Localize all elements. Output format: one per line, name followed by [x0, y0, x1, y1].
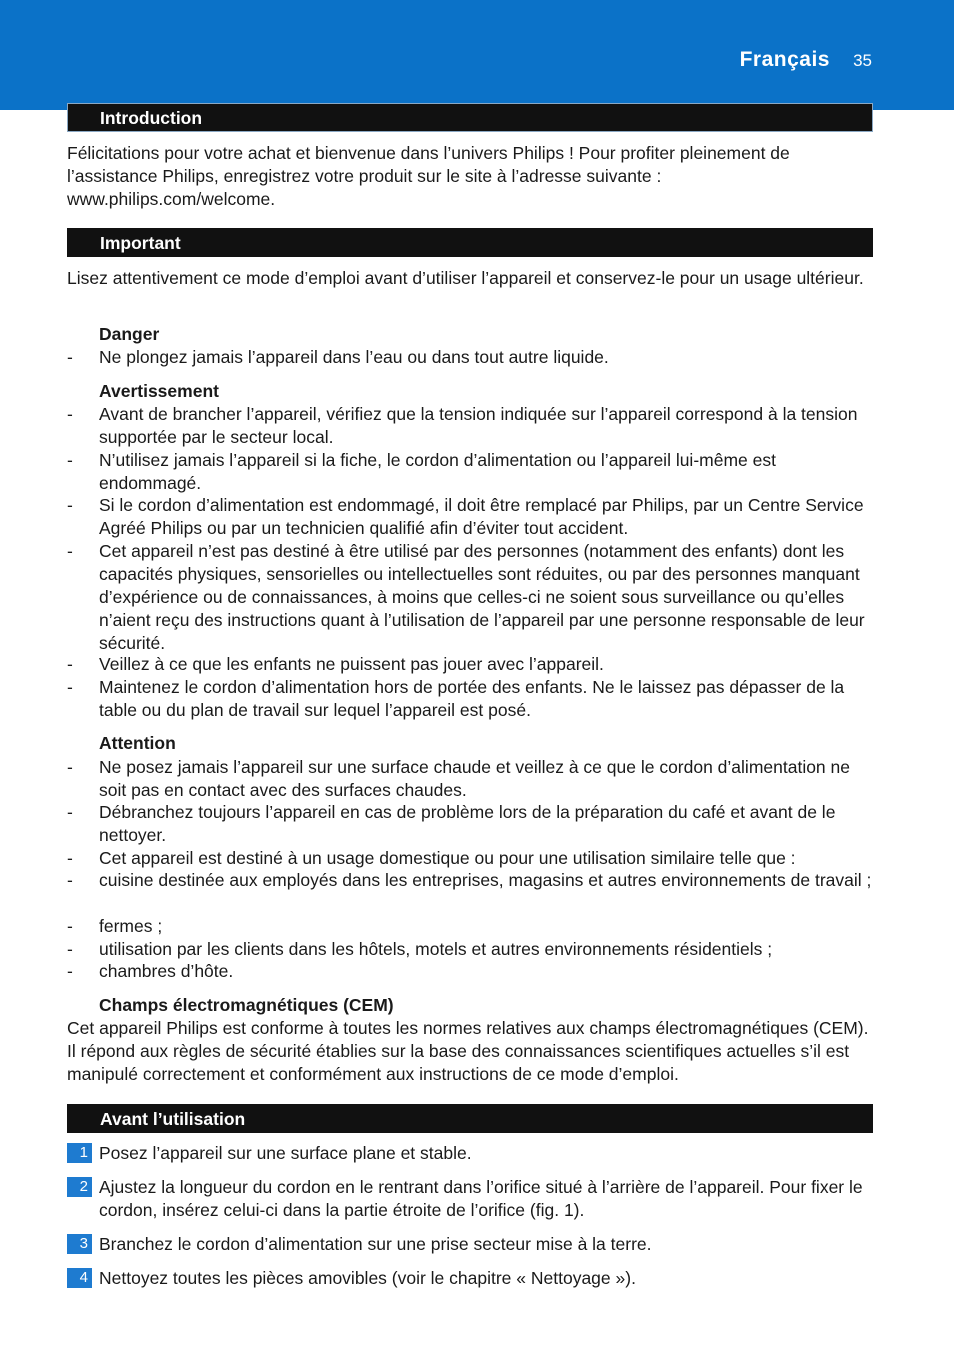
step-text: Ajustez la longueur du cordon en le rentrant dans l’orifice situé à l’arrière de l’appareil. Pour fixer le cordon, insérez celui-ci dans la partie étroite de l’orifice (fig. 1).: [99, 1177, 863, 1220]
section-heading-avant-utilisation: [67, 1104, 873, 1133]
attention-title: Attention: [99, 733, 176, 753]
section-heading-label: Avant l’utilisation: [100, 1109, 246, 1129]
step-number: 2: [67, 1177, 92, 1197]
step-number: 4: [67, 1268, 92, 1288]
step-text: Branchez le cordon d’alimentation sur une prise secteur mise à la terre.: [99, 1234, 652, 1254]
step-text: Nettoyez toutes les pièces amovibles (voir le chapitre « Nettoyage »).: [99, 1268, 636, 1288]
page-number: 35: [853, 51, 872, 70]
intro-paragraph: Félicitations pour votre achat et bienvenue dans l’univers Philips ! Pour profiter pleinement de l’assistance Philips, enregistrez votre produit sur le site à l’adresse suivante : www.philips.com/welcome.: [67, 143, 790, 209]
cem-title: Champs électromagnétiques (CEM): [99, 995, 394, 1015]
step-number: 3: [67, 1234, 92, 1254]
important-paragraph: Lisez attentivement ce mode d’emploi avant d’utiliser l’appareil et conservez-le pour un usage ultérieur.: [67, 268, 864, 288]
section-heading-label: Important: [100, 233, 181, 253]
section-heading-label: Introduction: [100, 108, 203, 128]
cem-paragraph: Cet appareil Philips est conforme à toutes les normes relatives aux champs électromagnétiques (CEM). Il répond aux règles de sécurité établies sur la base des connaissances scientifiques actuelles s’il est manipulé correctement et conformément aux instructions de ce mode d’emploi.: [67, 1018, 869, 1084]
section-heading-introduction: [67, 103, 873, 132]
danger-title: Danger: [99, 324, 160, 344]
step-number: 1: [67, 1143, 92, 1163]
language-label: Français: [739, 48, 830, 71]
avertissement-title: Avertissement: [99, 381, 219, 401]
section-heading-important: [67, 228, 873, 257]
step-text: Posez l’appareil sur une surface plane et stable.: [99, 1143, 472, 1163]
